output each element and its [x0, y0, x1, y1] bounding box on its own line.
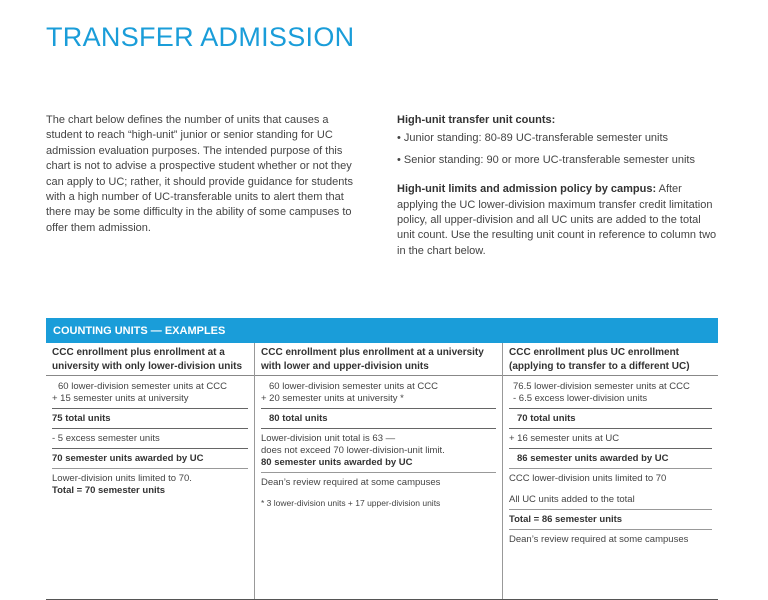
total-units: 80 total units	[269, 413, 328, 424]
high-unit-heading: High-unit transfer unit counts:	[397, 114, 556, 126]
unit-line: 76.5 lower-division semester units at CCC	[513, 381, 690, 392]
units-awarded: 70 semester units awarded by UC	[52, 453, 204, 464]
unit-line: + 15 semester units at university	[52, 393, 189, 404]
list-item: • Senior standing: 90 or more UC-transferable semester units	[397, 153, 719, 168]
limit-note: CCC lower-division units limited to 70	[509, 473, 667, 484]
limit-note: Lower-division units limited to 70.	[52, 473, 192, 484]
policy-paragraph	[397, 182, 719, 259]
final-total: Total = 86 semester units	[509, 514, 623, 525]
column-header: CCC enrollment plus enrollment at a university with only lower-division units	[46, 343, 254, 376]
high-unit-list	[397, 131, 719, 168]
example-column-3	[503, 343, 718, 599]
policy-heading: High-unit limits and admission policy by campus:	[397, 183, 657, 196]
column-header: CCC enrollment plus UC enrollment (applying to transfer to a different UC)	[503, 343, 718, 376]
examples-table	[46, 318, 718, 600]
footnote: * 3 lower-division units + 17 upper-division units	[261, 498, 441, 508]
total-units: 70 total units	[517, 413, 576, 424]
units-awarded: 80 semester units awarded by UC	[261, 457, 413, 468]
example-column-1	[46, 343, 255, 599]
unit-line: 60 lower-division semester units at CCC	[269, 381, 438, 392]
column-header: CCC enrollment plus enrollment at a university with lower and upper-division units	[255, 343, 502, 376]
uc-units: + 16 semester units at UC	[509, 433, 620, 444]
excess-units: - 5 excess semester units	[52, 433, 160, 444]
unit-line: - 6.5 excess lower-division units	[513, 393, 648, 404]
review-note: Dean’s review required at some campuses	[509, 534, 689, 545]
intro-paragraph: The chart below defines the number of units that causes a student to reach “high-unit” junior or senior standing for UC admission evaluation purposes. The intended purpose of this chart is not to advise a prospective student whether or not they can apply to UC; rather, it should provide guidance for students with a high number of UC-transferable units to alert them that there may be some difficulty in the ability of some campuses to offer them admission.	[46, 114, 353, 234]
list-item: • Junior standing: 80-89 UC-transferable semester units	[397, 131, 719, 146]
note-line: Lower-division unit total is 63 —	[261, 433, 396, 444]
unit-line: 60 lower-division semester units at CCC	[58, 381, 227, 392]
review-note: Dean’s review required at some campuses	[261, 477, 441, 488]
high-unit-section	[397, 113, 719, 259]
table-heading: COUNTING UNITS — EXAMPLES	[46, 318, 718, 343]
total-units: 75 total units	[52, 413, 111, 424]
page-title: TRANSFER ADMISSION	[46, 22, 355, 52]
note-line: does not exceed 70 lower-division-unit limit.	[261, 445, 445, 456]
policy-text: After applying the UC lower-division maximum transfer credit limitation policy, all upper-division and all UC units are added to the total unit count. Use the resulting unit count in reference to column two in the chart below.	[397, 183, 717, 257]
final-total: Total = 70 semester units	[52, 485, 166, 496]
example-column-2	[255, 343, 503, 599]
units-awarded: 86 semester units awarded by UC	[517, 453, 669, 464]
unit-line: + 20 semester units at university *	[261, 393, 404, 404]
added-note: All UC units added to the total	[509, 494, 635, 505]
